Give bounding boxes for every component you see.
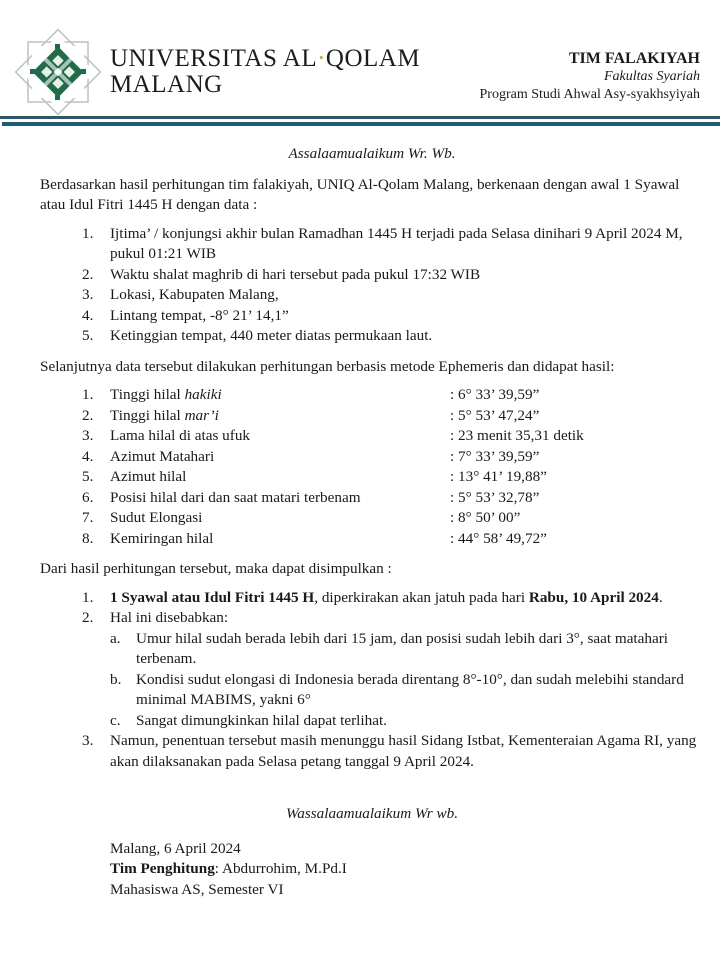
- intro-paragraph: Berdasarkan hasil perhitungan tim falakiyah, UNIQ Al-Qolam Malang, berkenaan dengan awal 1 Syawal atau Idul Fitri 1445 H dengan data :: [40, 175, 680, 213]
- university-name-line1: UNIVERSITAS AL·QOLAM: [110, 45, 421, 72]
- university-name: [110, 46, 420, 98]
- signature-block: [40, 839, 704, 901]
- conclusion-intro: Dari hasil perhitungan tersebut, maka dapat disimpulkan :: [40, 560, 392, 577]
- input-data-list: [40, 224, 704, 347]
- program-name: Program Studi Ahwal Asy-syakhsyiyah: [479, 87, 700, 102]
- list-item: 3. Lokasi, Kabupaten Malang,: [82, 286, 279, 303]
- islamic-star-knot-logo-icon: [12, 28, 104, 116]
- results-list: [40, 385, 704, 549]
- conclusion-item: 1. 1 Syawal atau Idul Fitri 1445 H, diperkirakan akan jatuh pada hari Rabu, 10 April 2024.: [82, 588, 663, 606]
- place-date: Malang, 6 April 2024: [110, 839, 241, 857]
- closing-greeting: Wassalaamualaikum Wr wb.: [286, 805, 458, 822]
- result-row: 3. Lama hilal di atas ufuk : 23 menit 35,31 detik: [82, 427, 584, 444]
- reason-list: [110, 629, 704, 732]
- list-item: 1. Ijtima’ / konjungsi akhir bulan Ramadhan 1445 H terjadi pada Selasa dinihari 9 April 2024 M, pukul 01:21 WIB: [82, 224, 683, 262]
- conclusion-list: [40, 588, 704, 773]
- conclusion-item: 2. Hal ini disebabkan: a. Umur hilal sudah berada lebih dari 15 jam, dan posisi sudah lebih dari 3°, saat matahari terbenam. b. Kondisi sudut elongasi di Indonesia berada direntang 8°-10°, dan sudah melebihi standard minimal MABIMS, yakni 6° c. Sangat dimungkinkan hilal dapat terlihat.: [40, 608, 704, 731]
- result-row: 6. Posisi hilal dari dan saat matari terbenam : 5° 53’ 32,78”: [82, 488, 540, 506]
- result-row: 4. Azimut Matahari : 7° 33’ 39,59”: [82, 447, 540, 465]
- result-row: 1. Tinggi hilal hakiki : 6° 33’ 39,59”: [82, 386, 540, 403]
- team-signature: Tim Penghitung: Abdurrohim, M.Pd.I: [110, 860, 347, 877]
- reason-item: c. Sangat dimungkinkan hilal dapat terlihat.: [110, 711, 387, 729]
- team-title: TIM FALAKIYAH: [568, 50, 700, 67]
- list-item: 4. Lintang tempat, -8° 21’ 14,1”: [82, 306, 289, 324]
- list-item: 5. Ketinggian tempat, 440 meter diatas permukaan laut.: [82, 327, 433, 344]
- signer-role: Mahasiswa AS, Semester VI: [110, 880, 284, 898]
- result-row: 2. Tinggi hilal mar’i : 5° 53’ 47,24”: [82, 406, 540, 424]
- reason-item: b. Kondisi sudut elongasi di Indonesia berada direntang 8°-10°, dan sudah melebihi standard minimal MABIMS, yakni 6°: [110, 670, 684, 708]
- header-divider-top: [0, 116, 720, 119]
- university-name-line2: MALANG: [110, 71, 223, 98]
- greeting: Assalaamualaikum Wr. Wb.: [288, 145, 456, 162]
- result-row: 8. Kemiringan hilal : 44° 58’ 49,72”: [82, 529, 547, 547]
- result-row: 5. Azimut hilal : 13° 41’ 19,88”: [82, 468, 547, 485]
- reason-item: a. Umur hilal sudah berada lebih dari 15 jam, dan posisi sudah lebih dari 3°, saat matahari terbenam.: [110, 629, 669, 667]
- header-divider-bottom: [2, 122, 720, 126]
- faculty-name: Fakultas Syariah: [603, 69, 700, 84]
- method-paragraph: Selanjutnya data tersebut dilakukan perhitungan berbasis metode Ephemeris dan didapat hasil:: [40, 357, 615, 375]
- list-item: 2. Waktu shalat maghrib di hari tersebut pada pukul 17:32 WIB: [82, 265, 481, 283]
- letter-body: [40, 144, 704, 900]
- result-row: 7. Sudut Elongasi : 8° 50’ 00”: [82, 509, 521, 526]
- department-header: [480, 50, 701, 104]
- conclusion-item: 3. Namun, penentuan tersebut masih menunggu hasil Sidang Istbat, Kementeraian Agama RI, yang akan dilaksanakan pada Selasa petang tanggal 9 April 2024.: [82, 732, 697, 770]
